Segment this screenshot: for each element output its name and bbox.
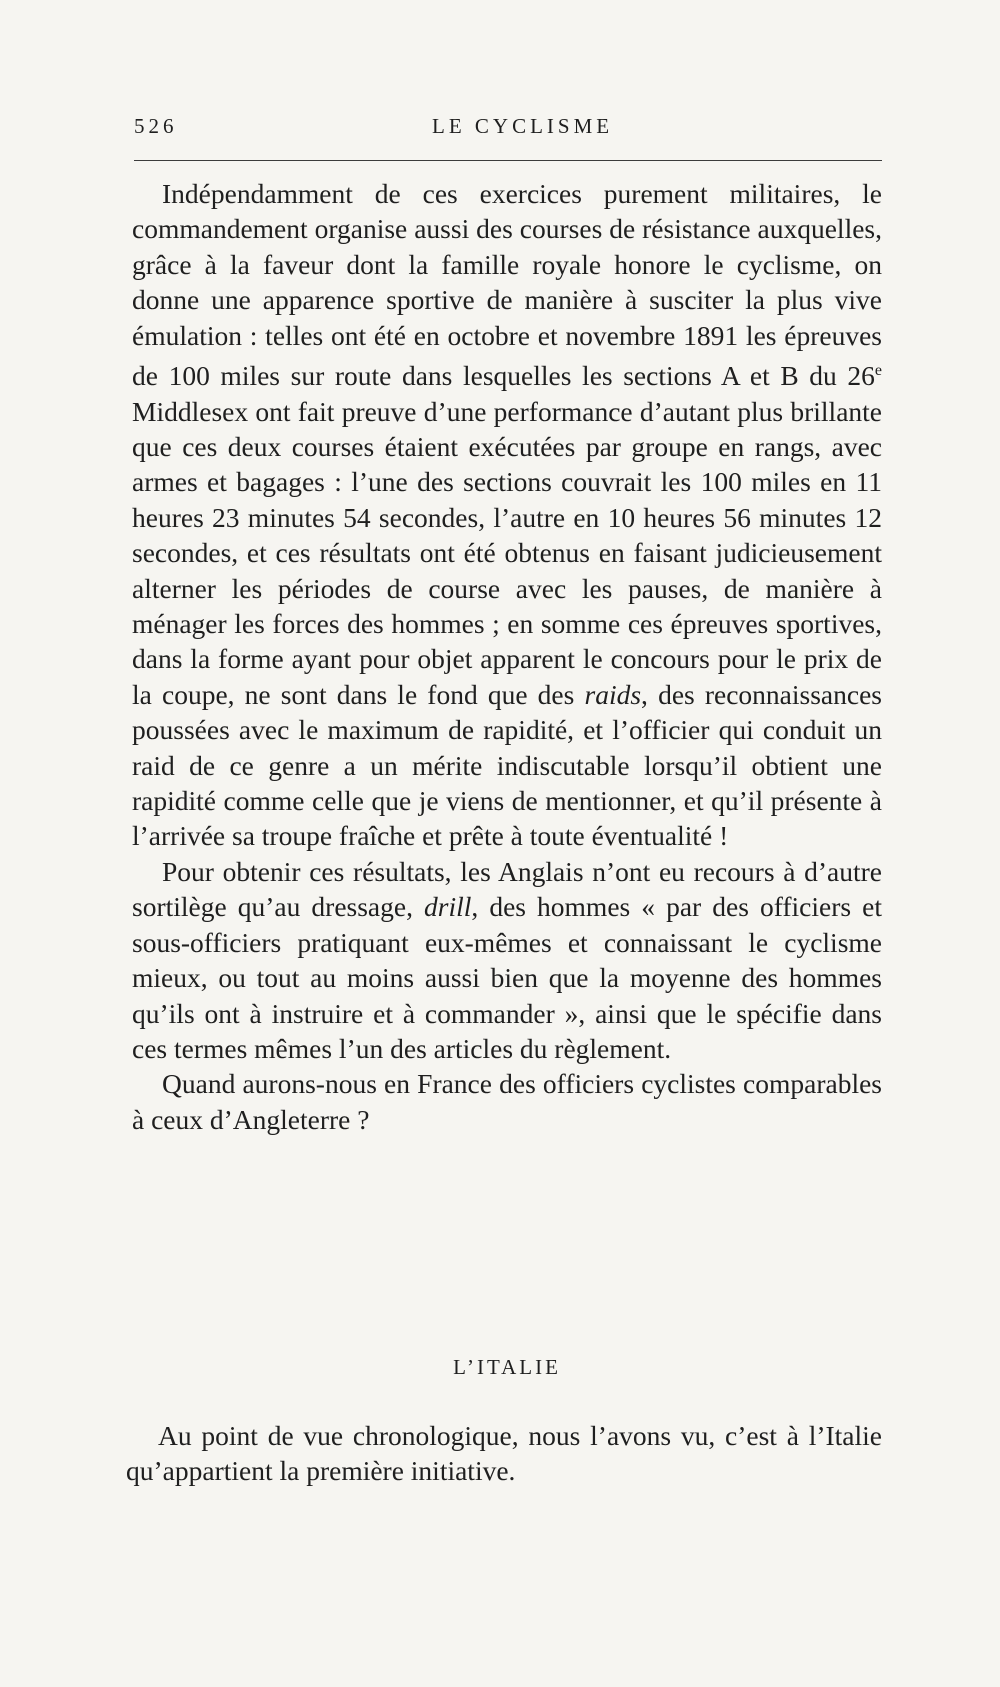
paragraph-2: Pour obtenir ces résultats, les Anglais n’ont eu recours à d’autre sortilège qu’au dressage, drill, des hommes « par des officiers et sous-officiers pratiquant eux-mêmes et connaissant le cyclisme mieux, ou tout au moins aussi bien que la moyenne des hommes qu’ils ont à instruire et à commander », ainsi que le spécifie dans ces termes mêmes l’un des articles du règlement.: [132, 855, 882, 1064]
paragraph-3: Quand aurons-nous en France des officiers cyclistes comparables à ceux d’Angleterre ?: [132, 1068, 882, 1135]
superscript-ordinal: e: [874, 362, 882, 380]
page-header: [134, 110, 882, 150]
page-number: 526: [134, 114, 178, 138]
italic-term-drill: drill: [424, 891, 472, 923]
body-text: [132, 176, 882, 1137]
running-title: LE CYCLISME: [432, 114, 614, 138]
section-body: [126, 1418, 882, 1489]
paragraph-4: Au point de vue chronologique, nous l’avons vu, c’est à l’Italie qu’appartient la première initiative.: [126, 1420, 882, 1487]
section-heading: L’ITALIE: [453, 1355, 561, 1379]
header-rule: [134, 160, 882, 161]
paragraph-1: Indépendamment de ces exercices purement militaires, le commandement organise aussi des courses de résistance auxquelles, grâce à la faveur dont la famille royale honore le cyclisme, on donne une apparence sportive de manière à susciter la plus vive émulation : telles ont été en octobre et novembre 1891 les épreuves de 100 miles sur route dans lesquelles les sections A et B du 26e Middlesex ont fait preuve d’une performance d’autant plus brillante que ces deux courses étaient exécutées par groupe en rangs, avec armes et bagages : l’une des sections couvrait les 100 miles en 11 heures 23 minutes 54 secondes, l’autre en 10 heures 56 minutes 12 secondes, et ces résultats ont été obtenus en faisant judicieusement alterner les périodes de course avec les pauses, de manière à ménager les forces des hommes ; en somme ces épreuves sportives, dans la forme ayant pour objet apparent le concours pour le prix de la coupe, ne sont dans le fond que des raids, des reconnaissances poussées avec le maximum de rapidité, et l’officier qui conduit un raid de ce genre a un mérite indiscutable lorsqu’il obtient une rapidité comme celle que je viens de mentionner, et qu’il présente à l’arrivée sa troupe fraîche et prête à toute éventualité !: [132, 178, 883, 852]
italic-term-raids: raids: [584, 678, 642, 710]
